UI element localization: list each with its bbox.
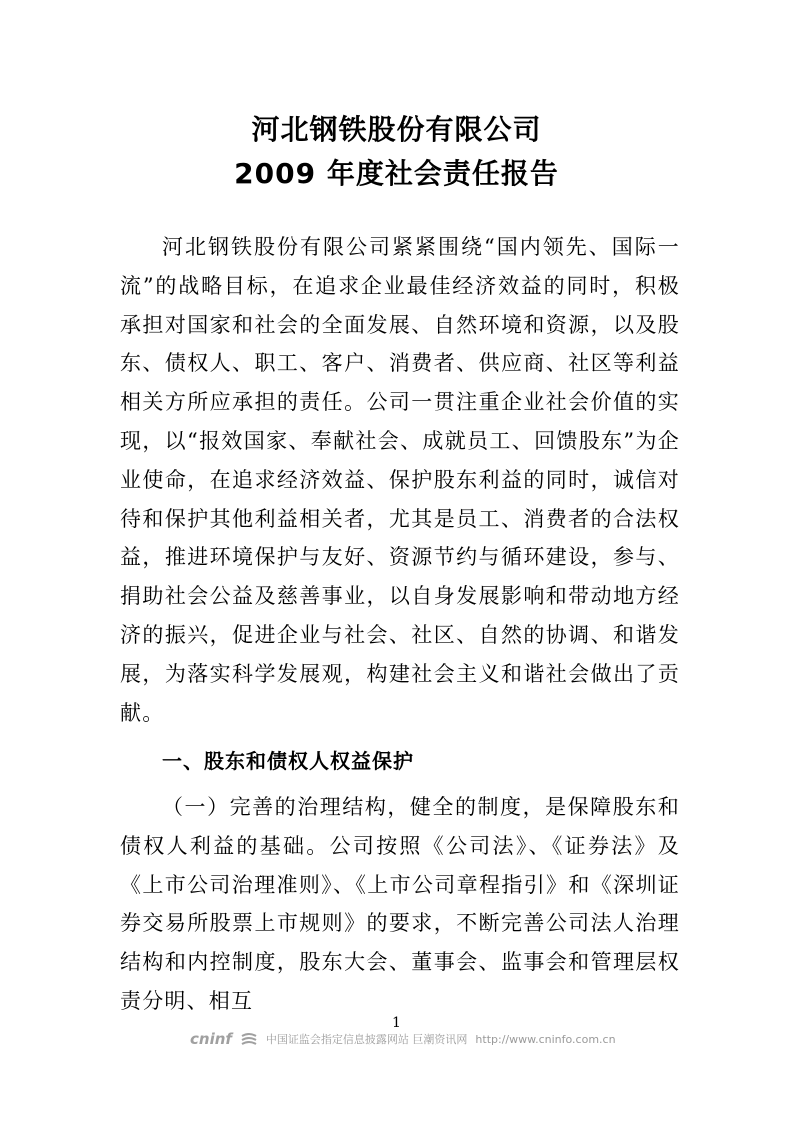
intro-paragraph: 河北钢铁股份有限公司紧紧围绕“国内领先、国际一流”的战略目标，在追求企业最佳经济效益的同时，积极承担对国家和社会的全面发展、自然环境和资源，以及股东、债权人、职工、客户、消费者、供应商、社区等利益相关方所应承担的责任。公司一贯注重企业社会价值的实现，以“报效国家、奉献社会、成就员工、回馈股东”为企业使命，在追求经济效益、保护股东利益的同时，诚信对待和保护其他利益相关者，尤其是员工、消费者的合法权益，推进环境保护与友好、资源节约与循环建设，参与、捐助社会公益及慈善事业，以自身发展影响和带动地方经济的振兴，促进企业与社会、社区、自然的协调、和谐发展，为落实科学发展观，构建社会主义和谐社会做出了贡献。 bbox=[120, 235, 680, 725]
section1-heading: 一、股东和债权人权益保护 bbox=[162, 749, 414, 773]
document-title-line2: 2009 年度社会责任报告 bbox=[234, 157, 559, 190]
footer-site-text: 中国证监会指定信息披露网站 巨潮资讯网 bbox=[265, 1033, 468, 1046]
section1-paragraph: （一）完善的治理结构，健全的制度，是保障股东和债权人利益的基础。公司按照《公司法》、《证券法》及《上市公司治理准则》、《上市公司章程指引》和《深圳证券交易所股票上市规则》的要求，不断完善公司法人治理结构和内控制度，股东大会、董事会、监事会和管理层权责分明、相互 bbox=[120, 795, 680, 1013]
cninfo-logo-text: cninf bbox=[190, 1030, 232, 1048]
cninfo-logo-icon bbox=[240, 1032, 258, 1046]
document-title-line1: 河北钢铁股份有限公司 bbox=[251, 113, 542, 146]
page-number: 1 bbox=[392, 1015, 401, 1031]
footer-banner bbox=[190, 1030, 616, 1048]
footer-url: http://www.cninfo.com.cn bbox=[475, 1032, 616, 1046]
